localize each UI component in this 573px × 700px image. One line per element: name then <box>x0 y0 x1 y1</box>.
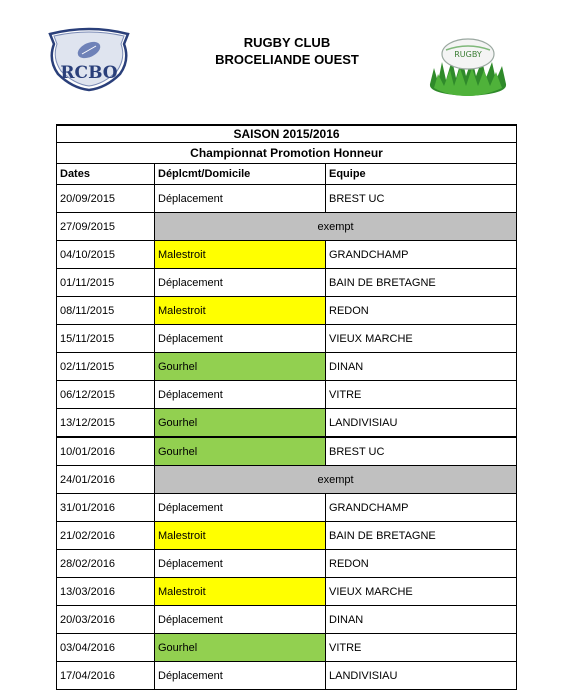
match-opponent: BREST UC <box>326 437 517 466</box>
table-row <box>57 269 517 297</box>
table-row <box>57 381 517 409</box>
table-row <box>57 409 517 438</box>
match-opponent: LANDIVISIAU <box>326 662 517 690</box>
table-row <box>57 297 517 325</box>
match-opponent: LANDIVISIAU <box>326 409 517 438</box>
match-date: 27/09/2015 <box>57 213 155 241</box>
rcbo-shield-logo <box>44 26 134 92</box>
match-opponent: BAIN DE BRETAGNE <box>326 522 517 550</box>
table-row <box>57 185 517 213</box>
schedule-table <box>56 124 517 690</box>
club-name-line2: BROCELIANDE OUEST <box>215 52 359 67</box>
exempt-cell: exempt <box>155 213 517 241</box>
table-row <box>57 494 517 522</box>
match-date: 02/11/2015 <box>57 353 155 381</box>
match-venue: Déplacement <box>155 381 326 409</box>
match-date: 13/03/2016 <box>57 578 155 606</box>
season-row <box>57 125 517 143</box>
rcbo-logo-text: RCBO <box>60 63 118 83</box>
match-date: 24/01/2016 <box>57 466 155 494</box>
match-opponent: GRANDCHAMP <box>326 241 517 269</box>
match-venue: Déplacement <box>155 662 326 690</box>
match-date: 21/02/2016 <box>57 522 155 550</box>
match-date: 13/12/2015 <box>57 409 155 438</box>
match-opponent: GRANDCHAMP <box>326 494 517 522</box>
table-row <box>57 578 517 606</box>
match-opponent: VIEUX MARCHE <box>326 325 517 353</box>
match-venue: Déplacement <box>155 325 326 353</box>
match-opponent: BREST UC <box>326 185 517 213</box>
match-opponent: DINAN <box>326 353 517 381</box>
table-row <box>57 606 517 634</box>
club-name <box>180 34 394 68</box>
table-row <box>57 213 517 241</box>
match-date: 04/10/2015 <box>57 241 155 269</box>
match-date: 10/01/2016 <box>57 437 155 466</box>
championship-title: Championnat Promotion Honneur <box>57 143 517 164</box>
championship-row <box>57 143 517 164</box>
club-name-line1: RUGBY CLUB <box>243 35 331 50</box>
table-row <box>57 437 517 466</box>
column-header-row <box>57 164 517 185</box>
match-opponent: VITRE <box>326 381 517 409</box>
match-date: 01/11/2015 <box>57 269 155 297</box>
match-date: 28/02/2016 <box>57 550 155 578</box>
exempt-cell: exempt <box>155 466 517 494</box>
match-opponent: VIEUX MARCHE <box>326 578 517 606</box>
match-date: 20/09/2015 <box>57 185 155 213</box>
table-row <box>57 634 517 662</box>
match-date: 17/04/2016 <box>57 662 155 690</box>
match-venue: Malestroit <box>155 522 326 550</box>
column-header-team: Equipe <box>326 164 517 185</box>
match-venue: Malestroit <box>155 578 326 606</box>
page-header <box>0 0 573 118</box>
table-row <box>57 466 517 494</box>
match-opponent: VITRE <box>326 634 517 662</box>
column-header-dates: Dates <box>57 164 155 185</box>
match-date: 03/04/2016 <box>57 634 155 662</box>
rugby-ball-grass-logo <box>424 32 512 98</box>
table-row <box>57 522 517 550</box>
match-opponent: REDON <box>326 550 517 578</box>
match-venue: Déplacement <box>155 550 326 578</box>
match-venue: Gourhel <box>155 353 326 381</box>
match-date: 20/03/2016 <box>57 606 155 634</box>
match-date: 31/01/2016 <box>57 494 155 522</box>
table-row <box>57 550 517 578</box>
table-row <box>57 353 517 381</box>
match-date: 06/12/2015 <box>57 381 155 409</box>
match-opponent: DINAN <box>326 606 517 634</box>
match-opponent: BAIN DE BRETAGNE <box>326 269 517 297</box>
match-venue: Gourhel <box>155 437 326 466</box>
match-venue: Gourhel <box>155 409 326 438</box>
match-venue: Malestroit <box>155 297 326 325</box>
match-venue: Déplacement <box>155 185 326 213</box>
match-venue: Déplacement <box>155 606 326 634</box>
match-venue: Déplacement <box>155 494 326 522</box>
match-date: 15/11/2015 <box>57 325 155 353</box>
match-venue: Déplacement <box>155 269 326 297</box>
ball-logo-text: RUGBY <box>454 50 482 59</box>
match-venue: Gourhel <box>155 634 326 662</box>
table-row <box>57 662 517 690</box>
match-venue: Malestroit <box>155 241 326 269</box>
table-row <box>57 325 517 353</box>
table-row <box>57 241 517 269</box>
column-header-venue: Déplcmt/Domicile <box>155 164 326 185</box>
season-title: SAISON 2015/2016 <box>57 125 517 143</box>
match-date: 08/11/2015 <box>57 297 155 325</box>
match-opponent: REDON <box>326 297 517 325</box>
